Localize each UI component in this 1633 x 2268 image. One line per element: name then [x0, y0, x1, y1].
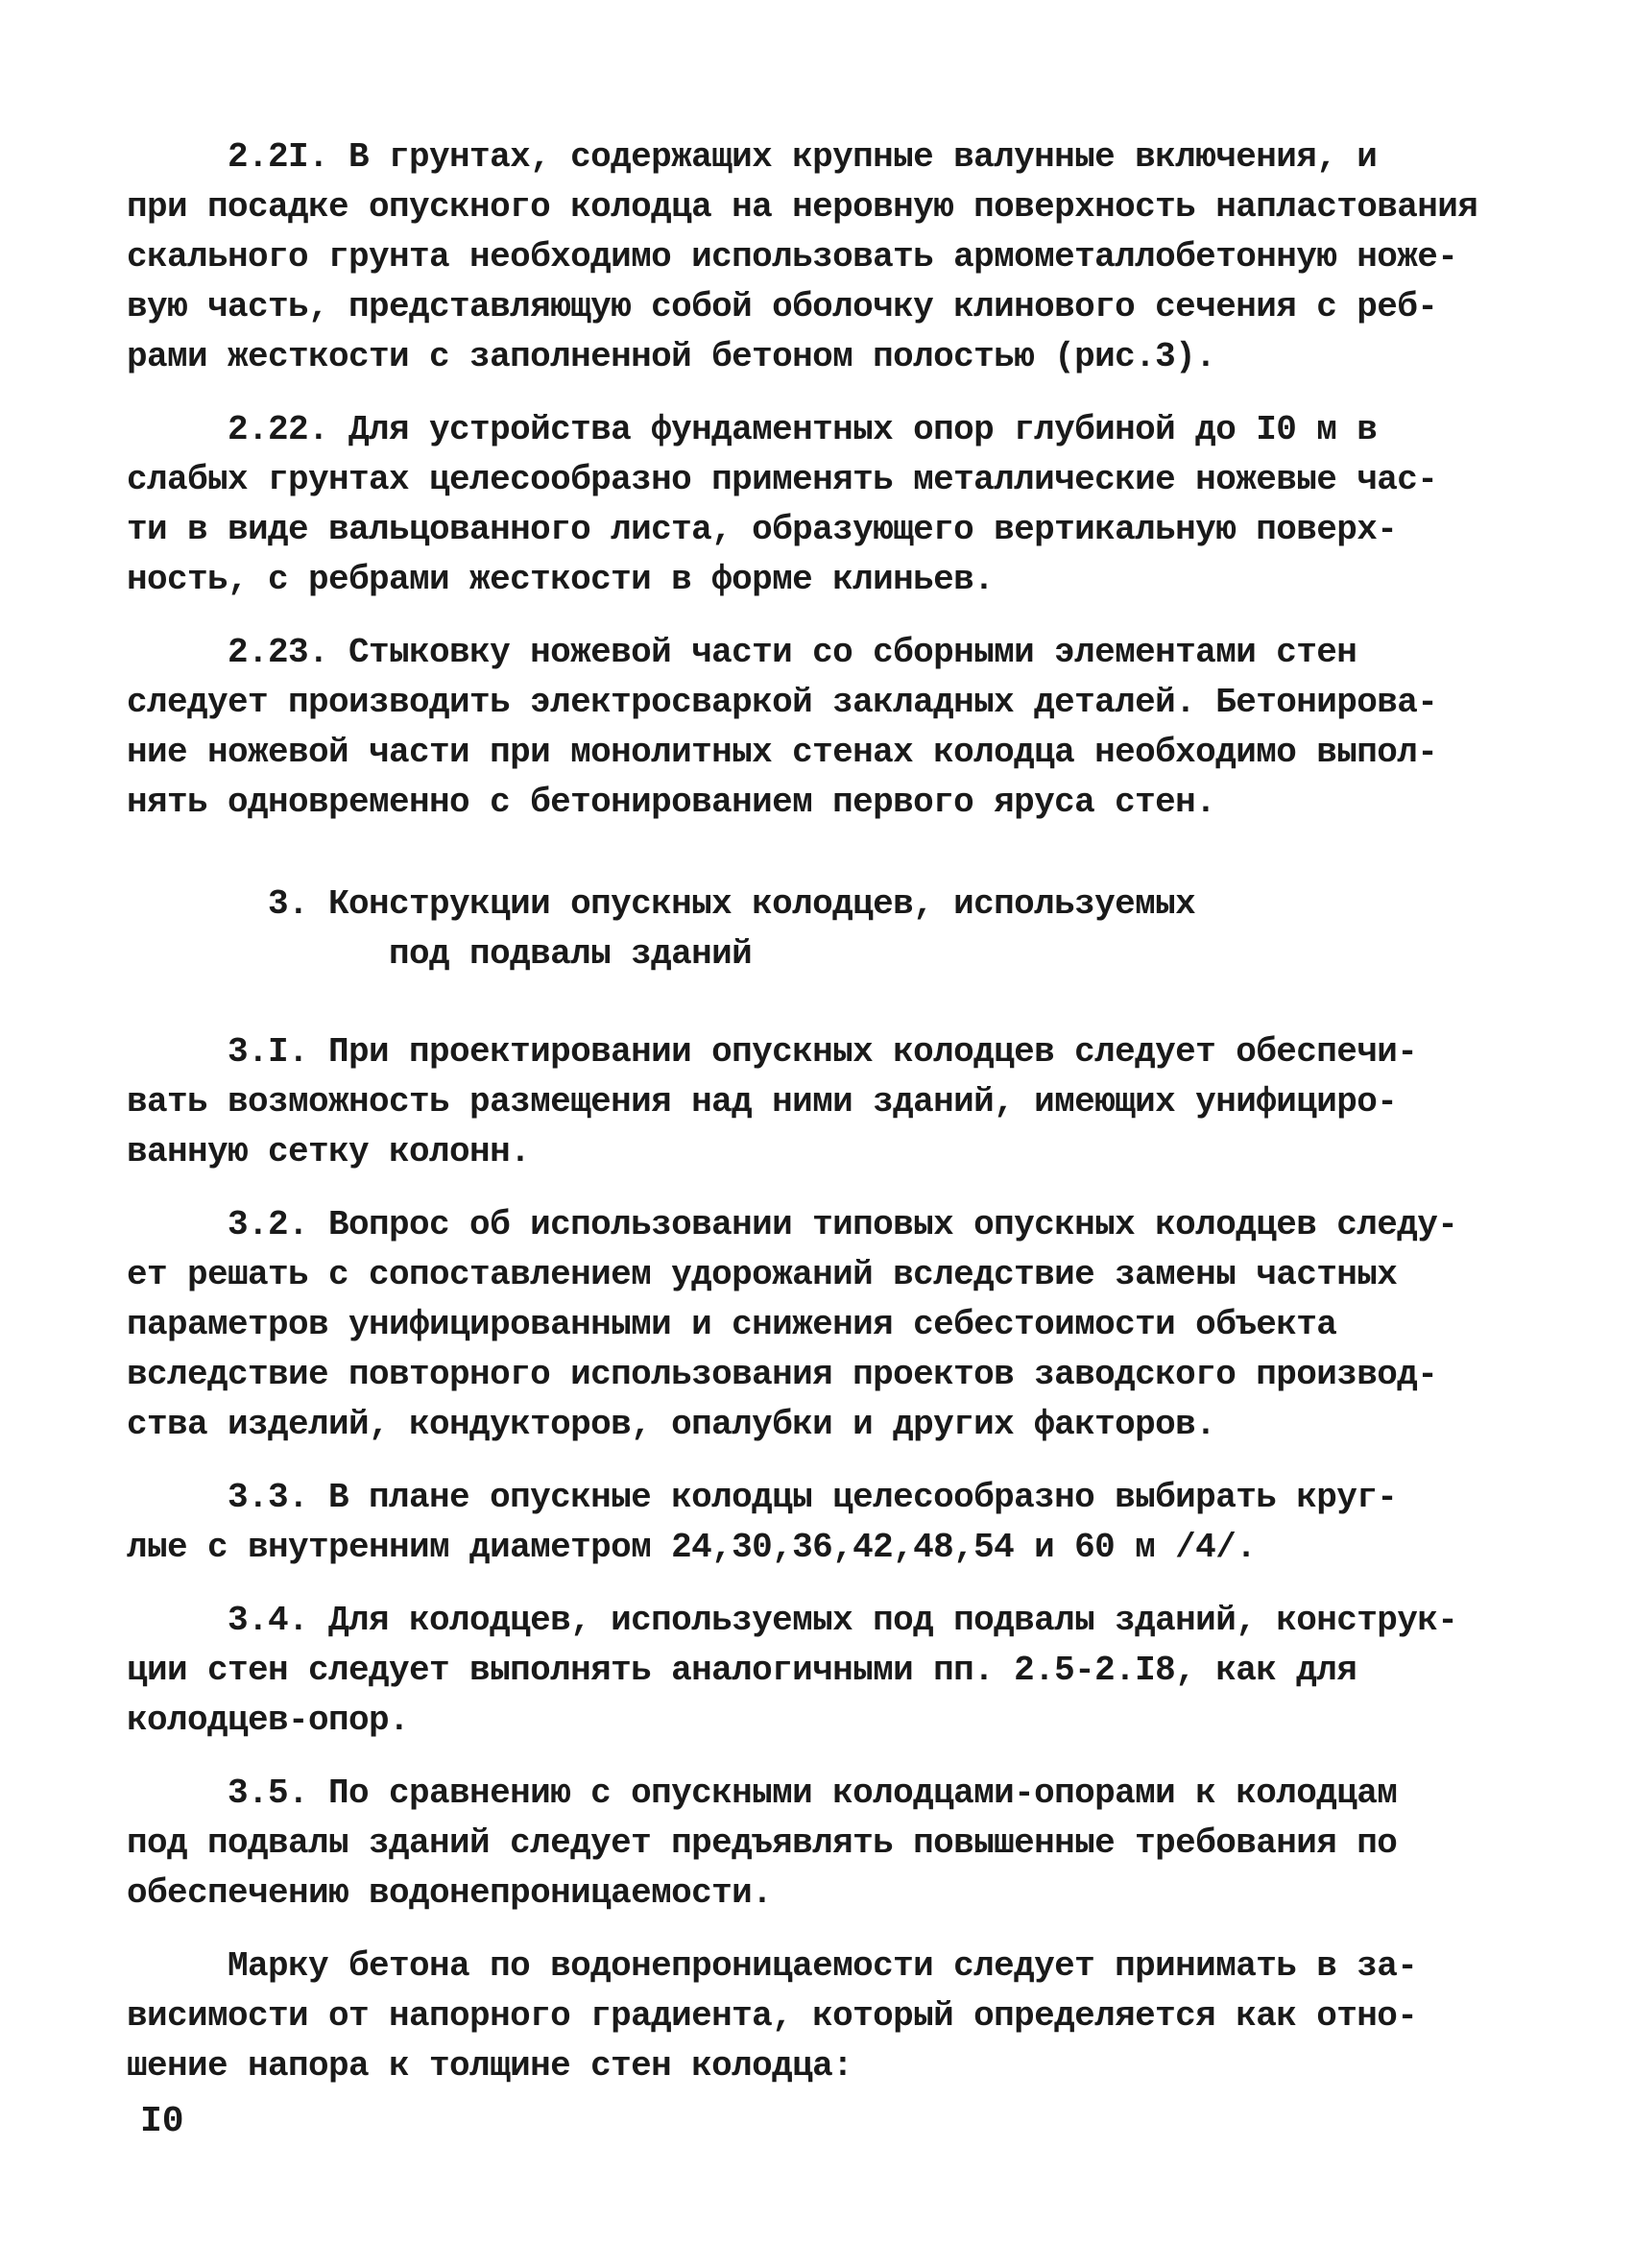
text-line: 3.3. В плане опускные колодцы целесообразно выбирать круг- — [127, 1478, 1398, 1517]
text-line: 3.2. Вопрос об использовании типовых опускных колодцев следу- — [127, 1205, 1458, 1244]
text-line: слабых грунтах целесообразно применять металлические ножевые час- — [127, 460, 1438, 499]
document-body — [127, 133, 1509, 2114]
text-line: ции стен следует выполнять аналогичными пп. 2.5-2.I8, как для — [127, 1651, 1357, 1690]
paragraph-3-1 — [127, 1027, 1509, 1177]
heading-line: 3. Конструкции опускных колодцев, используемых — [127, 884, 1196, 924]
text-line: колодцев-опор. — [127, 1701, 410, 1740]
paragraph-2-23 — [127, 628, 1509, 828]
text-line: вую часть, представляющую собой оболочку клинового сечения с реб- — [127, 287, 1438, 326]
text-line: 3.5. По сравнению с опускными колодцами-опорами к колодцам — [127, 1773, 1398, 1813]
text-line: под подвалы зданий следует предъявлять повышенные требования по — [127, 1823, 1398, 1863]
text-line: параметров унифицированными и снижения себестоимости объекта — [127, 1305, 1337, 1344]
text-line: вследствие повторного использования проектов заводского производ- — [127, 1355, 1438, 1394]
text-line: скального грунта необходимо использовать армометаллобетонную ноже- — [127, 237, 1458, 277]
text-line: при посадке опускного колодца на неровную поверхность напластования — [127, 187, 1478, 227]
text-line: 2.2I. В грунтах, содержащих крупные валунные включения, и — [127, 137, 1378, 177]
text-line: 3.I. При проектировании опускных колодцев следует обеспечи- — [127, 1032, 1418, 1072]
paragraph-3-3 — [127, 1473, 1509, 1573]
text-line: рами жесткости с заполненной бетоном полостью (рис.3). — [127, 337, 1216, 376]
text-line: вать возможность размещения над ними зданий, имеющих унифициро- — [127, 1082, 1398, 1122]
text-line: ти в виде вальцованного листа, образующего вертикальную поверх- — [127, 510, 1398, 549]
text-line: шение напора к толщине стен колодца: — [127, 2046, 853, 2086]
paragraph-2-22 — [127, 405, 1509, 605]
paragraph-2-21 — [127, 133, 1509, 382]
text-line: висимости от напорного градиента, который определяется как отно- — [127, 1996, 1418, 2036]
paragraph-3-5 — [127, 1769, 1509, 1918]
section-heading — [127, 880, 1509, 979]
text-line: ства изделий, кондукторов, опалубки и других факторов. — [127, 1405, 1216, 1444]
text-line: ность, с ребрами жесткости в форме клиньев. — [127, 560, 995, 599]
text-line: Марку бетона по водонепроницаемости следует принимать в за- — [127, 1946, 1418, 1986]
text-line: ние ножевой части при монолитных стенах колодца необходимо выпол- — [127, 733, 1438, 772]
paragraph-3-4 — [127, 1596, 1509, 1746]
page-number: I0 — [140, 2101, 184, 2142]
text-line: 2.23. Стыковку ножевой части со сборными элементами стен — [127, 633, 1357, 672]
text-line: обеспечению водонепроницаемости. — [127, 1873, 773, 1913]
text-line: следует производить электросваркой закладных деталей. Бетонирова- — [127, 683, 1438, 722]
text-line: нять одновременно с бетонированием первого яруса стен. — [127, 783, 1216, 822]
text-line: 2.22. Для устройства фундаментных опор глубиной до I0 м в — [127, 410, 1378, 449]
paragraph-3-5-concrete — [127, 1942, 1509, 2091]
text-line: 3.4. Для колодцев, используемых под подвалы зданий, конструк- — [127, 1601, 1458, 1640]
heading-line: под подвалы зданий — [127, 934, 753, 974]
paragraph-3-2 — [127, 1200, 1509, 1450]
text-line: ванную сетку колонн. — [127, 1132, 531, 1171]
text-line: ет решать с сопоставлением удорожаний вследствие замены частных — [127, 1255, 1398, 1294]
text-line: лые с внутренним диаметром 24,30,36,42,48,54 и 60 м /4/. — [127, 1528, 1257, 1567]
